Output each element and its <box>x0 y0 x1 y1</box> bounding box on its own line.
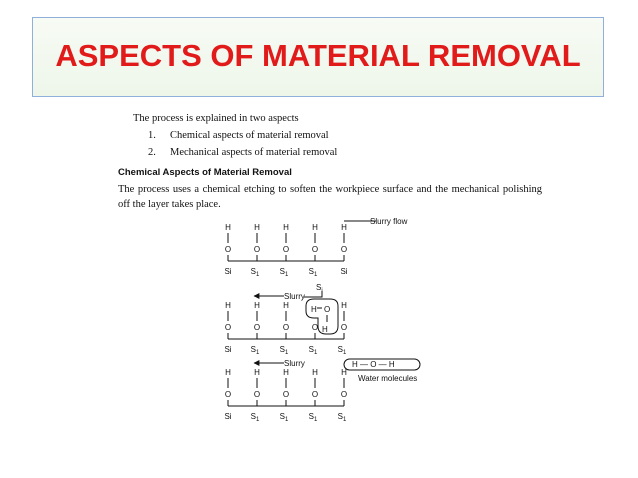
atom-h: H <box>283 368 289 377</box>
atom-s1: $S_1$ <box>308 345 318 356</box>
atom-h: H <box>225 301 231 310</box>
loop-h-bottom: H <box>322 325 328 334</box>
atom-h: H <box>283 223 289 232</box>
atom-o: O <box>224 390 232 399</box>
atom-h: H <box>341 223 347 232</box>
atom-h: H <box>312 223 318 232</box>
atom-h: H <box>225 368 231 377</box>
section-heading: Chemical Aspects of Material Removal <box>118 167 292 178</box>
list-item-2-number: 2. <box>148 147 156 158</box>
list-item-1-text: Chemical aspects of material removal <box>170 130 329 141</box>
atom-s1: $S_1$ <box>279 412 289 423</box>
atom-h: H <box>254 223 260 232</box>
atom-o: O <box>282 390 290 399</box>
atom-o: O <box>253 245 261 254</box>
atom-s1: $S_1$ <box>308 412 318 423</box>
atom-s1: $S_1$ <box>250 412 260 423</box>
atom-o: O <box>253 323 261 332</box>
si-top-label: $S_i$ <box>316 283 323 294</box>
atom-o: O <box>340 245 348 254</box>
atom-s1: $S_1$ <box>337 345 347 356</box>
atom-s1: $S_1$ <box>308 267 318 278</box>
atom-h: H <box>283 301 289 310</box>
atom-h: H <box>254 368 260 377</box>
atom-h: H <box>312 368 318 377</box>
list-item-1-number: 1. <box>148 130 156 141</box>
atom-si: Si <box>340 267 348 276</box>
atom-s1: $S_1$ <box>250 345 260 356</box>
atom-h: H <box>341 301 347 310</box>
atom-o: O <box>311 390 319 399</box>
atom-o: O <box>224 245 232 254</box>
list-item-2-text: Mechanical aspects of material removal <box>170 147 338 158</box>
atom-o: O <box>282 245 290 254</box>
loop-h-left: H <box>311 305 317 314</box>
atom-si: Si <box>224 345 232 354</box>
atom-h: H <box>341 368 347 377</box>
atom-s1: $S_1$ <box>337 412 347 423</box>
atom-o: O <box>340 390 348 399</box>
atom-s1: $S_1$ <box>279 345 289 356</box>
atom-si: Si <box>224 412 232 421</box>
atom-h: H <box>225 223 231 232</box>
body-paragraph: The process uses a chemical etching to soften the workpiece surface and the mechanical polishing off the layer takes place. <box>118 184 542 210</box>
atom-o: O <box>311 245 319 254</box>
atom-o: O <box>253 390 261 399</box>
water-molecule-formula: H — O — H <box>352 360 395 369</box>
intro-text: The process is explained in two aspects <box>133 113 299 124</box>
atom-o: O <box>340 323 348 332</box>
atom-s1: $S_1$ <box>250 267 260 278</box>
atom-s1: $S_1$ <box>279 267 289 278</box>
atom-o: O <box>311 323 319 332</box>
atom-si: Si <box>224 267 232 276</box>
atom-o: O <box>282 323 290 332</box>
slide-title: ASPECTS OF MATERIAL REMOVAL <box>55 38 581 73</box>
loop-o: O <box>324 305 331 314</box>
atom-o: O <box>224 323 232 332</box>
water-molecules-label: Water molecules <box>358 374 418 383</box>
slurry-label-row3: Slurry <box>284 359 305 368</box>
slurry-flow-label: Slurry flow <box>370 217 408 226</box>
slurry-label-row2: Slurry <box>284 292 305 301</box>
atom-h: H <box>254 301 260 310</box>
